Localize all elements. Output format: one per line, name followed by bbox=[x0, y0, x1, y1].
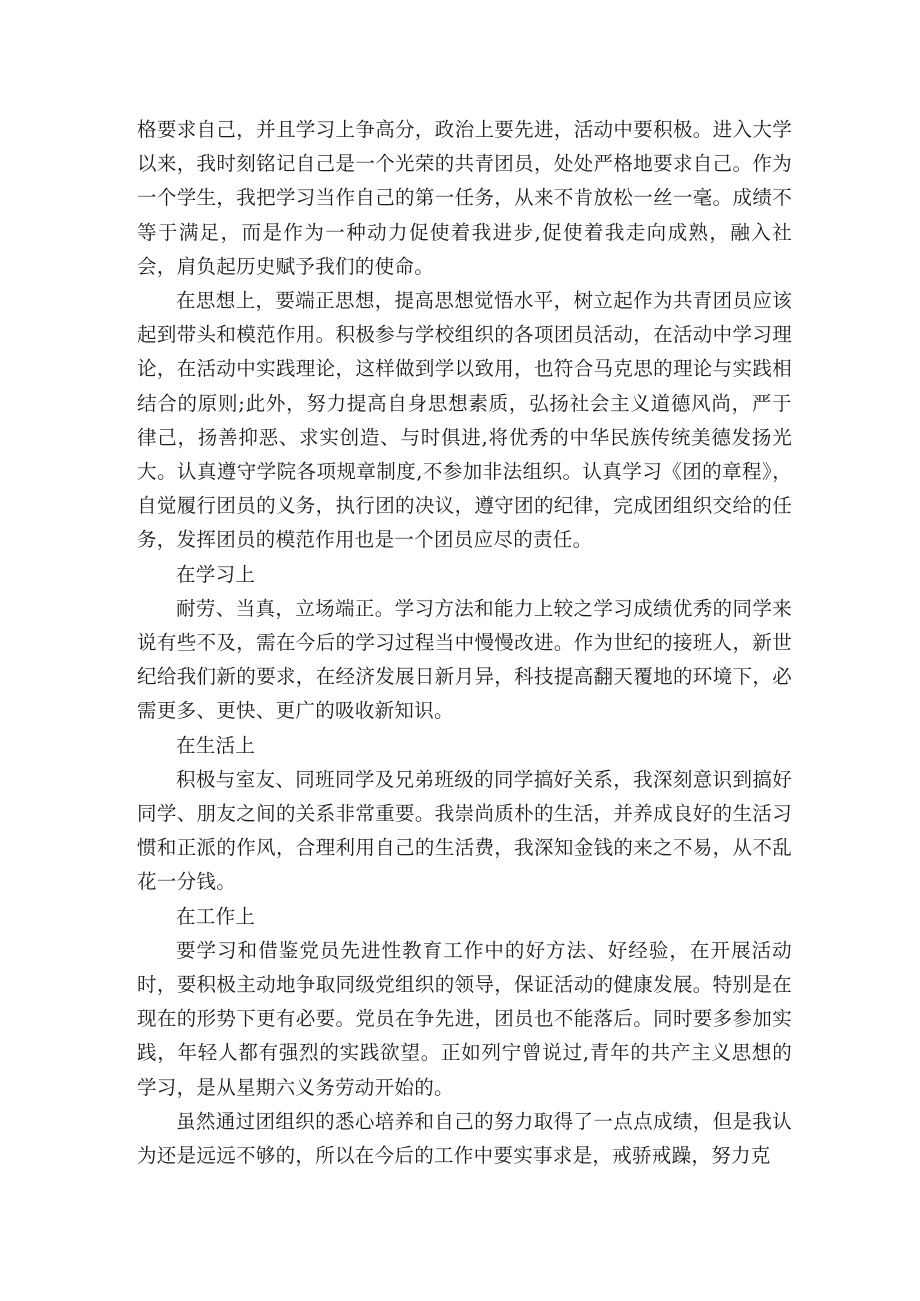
document-body bbox=[137, 113, 792, 1173]
section-heading-life: 在生活上 bbox=[176, 733, 256, 757]
paragraph-life: 积极与室友、同班同学及兄弟班级的同学搞好关系，我深刻意识到搞好同学、朋友之间的关系非常重要。我崇尚质朴的生活，并养成良好的生活习惯和正派的作风，合理利用自己的生活费，我深知金钱的来之不易，从不乱花一分钱。 bbox=[137, 767, 792, 894]
paragraph-continuation: 格要求自己，并且学习上争高分，政治上要先进，活动中要积极。进入大学以来，我时刻铭记自己是一个光荣的共青团员，处处严格地要求自己。作为一个学生，我把学习当作自己的第一任务，从来不肯放松一丝一毫。成绩不等于满足，而是作为一种动力促使着我进步,促使着我走向成熟，融入社会，肩负起历史赋予我们的使命。 bbox=[137, 118, 792, 278]
paragraph-work: 要学习和借鉴党员先进性教育工作中的好方法、好经验，在开展活动时，要积极主动地争取同级党组织的领导，保证活动的健康发展。特别是在现在的形势下更有必要。党员在争先进，团员也不能落后。同时要多参加实践，年轻人都有强烈的实践欲望。正如列宁曾说过,青年的共产主义思想的学习，是从星期六义务劳动开始的。 bbox=[137, 938, 792, 1099]
section-heading-study: 在学习上 bbox=[176, 562, 256, 586]
paragraph-ideology: 在思想上，要端正思想，提高思想觉悟水平，树立起作为共青团员应该起到带头和模范作用。积极参与学校组织的各项团员活动，在活动中学习理论，在活动中实践理论，这样做到学以致用，也符合马克思的理论与实践相结合的原则;此外，努力提高自身思想素质，弘扬社会主义道德风尚，严于律己，扬善抑恶、求实创造、与时俱进,将优秀的中华民族传统美德发扬光大。认真遵守学院各项规章制度,不参加非法组织。认真学习《团的章程》，自觉履行团员的义务，执行团的决议，遵守团的纪律，完成团组织交给的任务，发挥团员的模范作用也是一个团员应尽的责任。 bbox=[137, 289, 792, 552]
section-heading-work: 在工作上 bbox=[176, 904, 256, 928]
paragraph-study: 耐劳、当真，立场端正。学习方法和能力上较之学习成绩优秀的同学来说有些不及，需在今后的学习过程当中慢慢改进。作为世纪的接班人，新世纪给我们新的要求，在经济发展日新月异，科技提高翻天覆地的环境下，必需更多、更快、更广的吸收新知识。 bbox=[137, 596, 792, 723]
paragraph-conclusion: 虽然通过团组织的悉心培养和自己的努力取得了一点点成绩，但是我认为还是远远不够的，所以在今后的工作中要实事求是，戒骄戒躁，努力克 bbox=[137, 1109, 792, 1168]
